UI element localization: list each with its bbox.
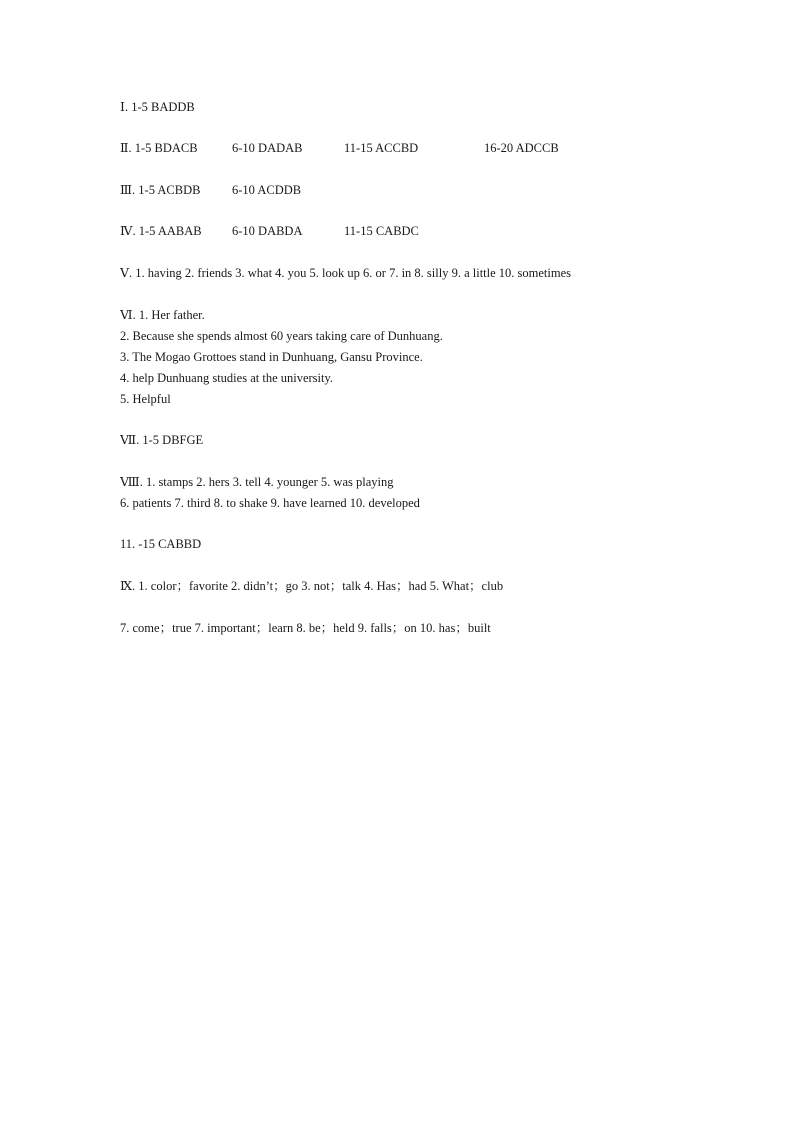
section-7-answers: Ⅶ. 1-5 DBFGE xyxy=(120,433,204,447)
section-6-line-5: 5. Helpful xyxy=(120,392,171,406)
section-4-answers xyxy=(120,223,720,239)
section-11-answers: 11. -15 CABBD xyxy=(120,537,202,551)
section-9-line-2: 7. come；true 7. important；learn 8. be；held 9. falls；on 10. has；built xyxy=(120,621,491,635)
section-6-line-3: 3. The Mogao Grottoes stand in Dunhuang, Gansu Province. xyxy=(120,350,423,364)
section-1-answers: Ⅰ. 1-5 BADDB xyxy=(120,100,195,114)
section-9-line-1: Ⅸ. 1. color；favorite 2. didn’t；go 3. not；talk 4. Has；had 5. What；club xyxy=(120,579,504,593)
section-2-part-2: 6-10 DADAB xyxy=(232,141,303,155)
section-6-line-4: 4. help Dunhuang studies at the university. xyxy=(120,371,334,385)
section-4-part-1: Ⅳ. 1-5 AABAB xyxy=(120,224,202,238)
section-2-part-1: Ⅱ. 1-5 BDACB xyxy=(120,141,198,155)
section-6-line-2: 2. Because she spends almost 60 years taking care of Dunhuang. xyxy=(120,329,443,343)
section-8-line-2: 6. patients 7. third 8. to shake 9. have learned 10. developed xyxy=(120,496,420,510)
section-2-answers xyxy=(120,140,720,156)
section-3-part-2: 6-10 ACDDB xyxy=(232,183,302,197)
section-3-answers xyxy=(120,182,720,198)
section-6-line-1: Ⅵ. 1. Her father. xyxy=(120,308,205,322)
section-2-part-3: 11-15 ACCBD xyxy=(344,141,419,155)
section-8-line-1: Ⅷ. 1. stamps 2. hers 3. tell 4. younger 5. was playing xyxy=(120,475,394,489)
section-5-answers: Ⅴ. 1. having 2. friends 3. what 4. you 5. look up 6. or 7. in 8. silly 9. a little 10. sometimes xyxy=(120,266,572,280)
section-4-part-3: 11-15 CABDC xyxy=(344,224,419,238)
section-3-part-1: Ⅲ. 1-5 ACBDB xyxy=(120,183,201,197)
section-4-part-2: 6-10 DABDA xyxy=(232,224,303,238)
section-2-part-4: 16-20 ADCCB xyxy=(484,141,559,155)
